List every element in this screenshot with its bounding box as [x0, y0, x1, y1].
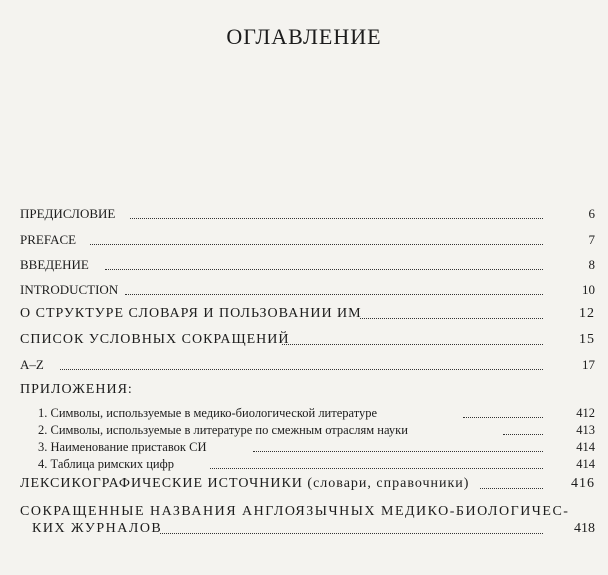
toc-entry-text: 3. Наименование приставок СИ: [38, 440, 207, 454]
toc-entry-text: ПРИЛОЖЕНИЯ:: [20, 382, 133, 397]
toc-page-number: 17: [578, 357, 595, 373]
toc-entry-text: 4. Таблица римских цифр: [38, 457, 174, 471]
toc-entry-structure: [20, 306, 595, 322]
toc-entry-journals-line1: [20, 504, 595, 520]
toc-page-number: 10: [578, 282, 595, 298]
toc-page-number: 413: [572, 422, 595, 438]
toc-entry-appendix-1: [38, 405, 595, 421]
toc-entry-text: PREFACE: [20, 232, 77, 247]
toc-page-number: 414: [572, 439, 595, 455]
toc-entry-preface-ru: [20, 206, 595, 222]
toc-entry-a-z: [20, 357, 595, 373]
toc-entry-text: ПРЕДИСЛОВИЕ: [20, 206, 116, 221]
toc-page-number: 414: [572, 456, 595, 472]
page-title: ОГЛАВЛЕНИЕ: [226, 24, 382, 49]
toc-entry-text: ЛЕКСИКОГРАФИЧЕСКИЕ ИСТОЧНИКИ (словари, справочники): [20, 476, 470, 491]
toc-page-number: 7: [585, 232, 596, 248]
toc-entry-text: A–Z: [20, 357, 44, 372]
toc-entry-introduction-ru: [20, 257, 595, 273]
toc-page-number: 8: [585, 257, 596, 273]
toc-entry-text: О СТРУКТУРЕ СЛОВАРЯ И ПОЛЬЗОВАНИИ ИМ: [20, 306, 362, 321]
toc-page-number: 15: [575, 332, 595, 348]
toc-entry-introduction-en: [20, 282, 595, 298]
toc-page-number: 6: [585, 206, 596, 222]
toc-entry-text: INTRODUCTION: [20, 282, 119, 297]
toc-entry-appendices: [20, 382, 595, 398]
toc-entry-journals-line2: [20, 521, 595, 537]
toc-entry-text: СОКРАЩЕННЫЕ НАЗВАНИЯ АНГЛОЯЗЫЧНЫХ МЕДИКО-БИОЛОГИЧЕС-: [20, 504, 570, 519]
toc-entry-text: СПИСОК УСЛОВНЫХ СОКРАЩЕНИЙ: [20, 332, 290, 347]
toc-entry-abbreviations: [20, 332, 595, 348]
toc-page-number: 418: [570, 521, 595, 537]
toc-entry-text: ВВЕДЕНИЕ: [20, 257, 89, 272]
toc-entry-appendix-3: [38, 439, 595, 455]
toc-entry-text: 2. Символы, используемые в литературе по смежным отраслям науки: [38, 423, 408, 437]
toc-entry-appendix-4: [38, 456, 595, 472]
toc-entry-appendix-2: [38, 422, 595, 438]
toc-page-number: 416: [567, 476, 595, 492]
toc-page-number: 412: [572, 405, 595, 421]
toc-entry-text: КИХ ЖУРНАЛОВ: [32, 521, 163, 536]
toc-page-number: 12: [575, 306, 595, 322]
toc-entry-text: 1. Символы, используемые в медико-биологической литературе: [38, 406, 378, 420]
toc-entry-preface-en: [20, 232, 595, 248]
toc-entry-sources: [20, 476, 595, 492]
